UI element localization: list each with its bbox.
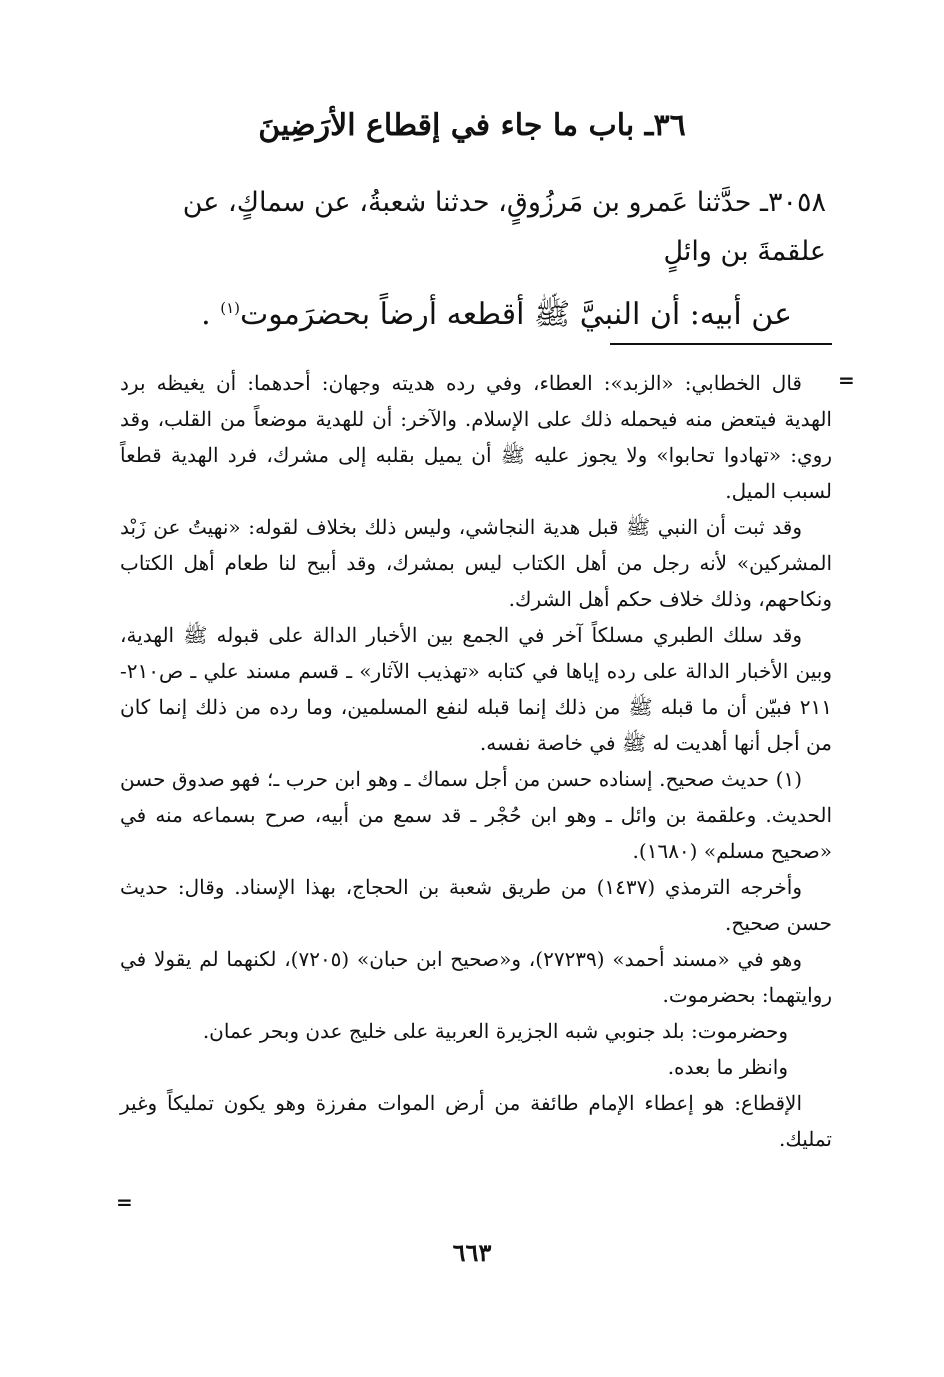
footnotes xyxy=(120,365,832,1157)
note-paragraph: وقد ثبت أن النبي ﷺ قبل هدية النجاشي، وليس ذلك بخلاف لقوله: «نهيتُ عن زَبْد المشركين» لأنه رجل من أهل الكتاب ليس بمشرك، وقد أبيح لنا طعام أهل الكتاب ونكاحهم، وذلك خلاف حكم أهل الشرك. xyxy=(120,515,832,611)
note-paragraph: الإقطاع: هو إعطاء الإمام طائفة من أرض الموات مفرزة وهو يكون تمليكاً وغير تمليك. xyxy=(120,1091,832,1151)
note-paragraph: وحضرموت: بلد جنوبي شبه الجزيرة العربية على خليج عدن وبحر عمان. xyxy=(202,1019,788,1043)
footnote-ref: (١) xyxy=(220,299,241,317)
note-paragraph: وأخرجه الترمذي (١٤٣٧) من طريق شعبة بن الحجاج، بهذا الإسناد. وقال: حديث حسن صحيح. xyxy=(120,875,832,935)
hadith-matn-text: عن أبيه: أن النبيَّ ﷺ أقطعه أرضاً بحضرَموت xyxy=(240,297,792,332)
continuation-mark-top: = xyxy=(838,368,855,392)
note-paragraph: وهو في «مسند أحمد» (٢٧٢٣٩)، و«صحيح ابن حبان» (٧٢٠٥)، لكنهما لم يقولا في روايتهما: بحضرموت. xyxy=(120,947,832,1007)
hadith-matn-end: . xyxy=(201,297,221,332)
note-paragraph: وقد سلك الطبري مسلكاً آخر في الجمع بين الأخبار الدالة على قبوله ﷺ الهدية، وبين الأخبار الدالة على رده إياها في كتابه «تهذيب الآثار» ـ قسم مسند علي ـ ص٢١٠- ٢١١ فبيّن أن ما قبله ﷺ من ذلك إنما قبله لنفع المسلمين، وما رده من ذلك إنما كان من أجل أنها أهديت له ﷺ في خاصة نفسه. xyxy=(120,623,832,755)
footnote-divider xyxy=(610,343,832,345)
continuation-mark-bottom: = xyxy=(116,1190,133,1214)
footnote-1: (١) حديث صحيح. إسناده حسن من أجل سماك ـ وهو ابن حرب ـ؛ فهو صدوق حسن الحديث. وعلقمة بن وائل ـ وهو ابن حُجْر ـ قد سمع من أبيه، صرح بسماعه منه في «صحيح مسلم» (١٦٨٠). xyxy=(120,767,832,863)
chapter-title: ٣٦ـ باب ما جاء في إقطاع الأرَضِينَ xyxy=(258,108,686,143)
hadith-isnad: ٣٠٥٨ـ حدَّثنا عَمرو بن مَرزُوقٍ، حدثنا شعبةُ، عن سماكٍ، عن علقمةَ بن وائلٍ xyxy=(182,187,826,267)
note-paragraph: قال الخطابي: «الزبد»: العطاء، وفي رده هديته وجهان: أحدهما: أن يغيظه برد الهدية فيتعض منه فيحمله ذلك على الإسلام. والآخر: أن للهدية موضعاً من القلب، وقد روي: «تهادوا تحابوا» ولا يجوز عليه ﷺ أن يميل بقلبه إلى مشرك، فرد الهدية قطعاً لسبب الميل. xyxy=(120,371,832,503)
note-paragraph: وانظر ما بعده. xyxy=(667,1055,788,1079)
hadith-matn xyxy=(118,282,792,341)
hadith-text xyxy=(118,178,826,341)
page-number: ٦٦٣ xyxy=(452,1238,492,1267)
